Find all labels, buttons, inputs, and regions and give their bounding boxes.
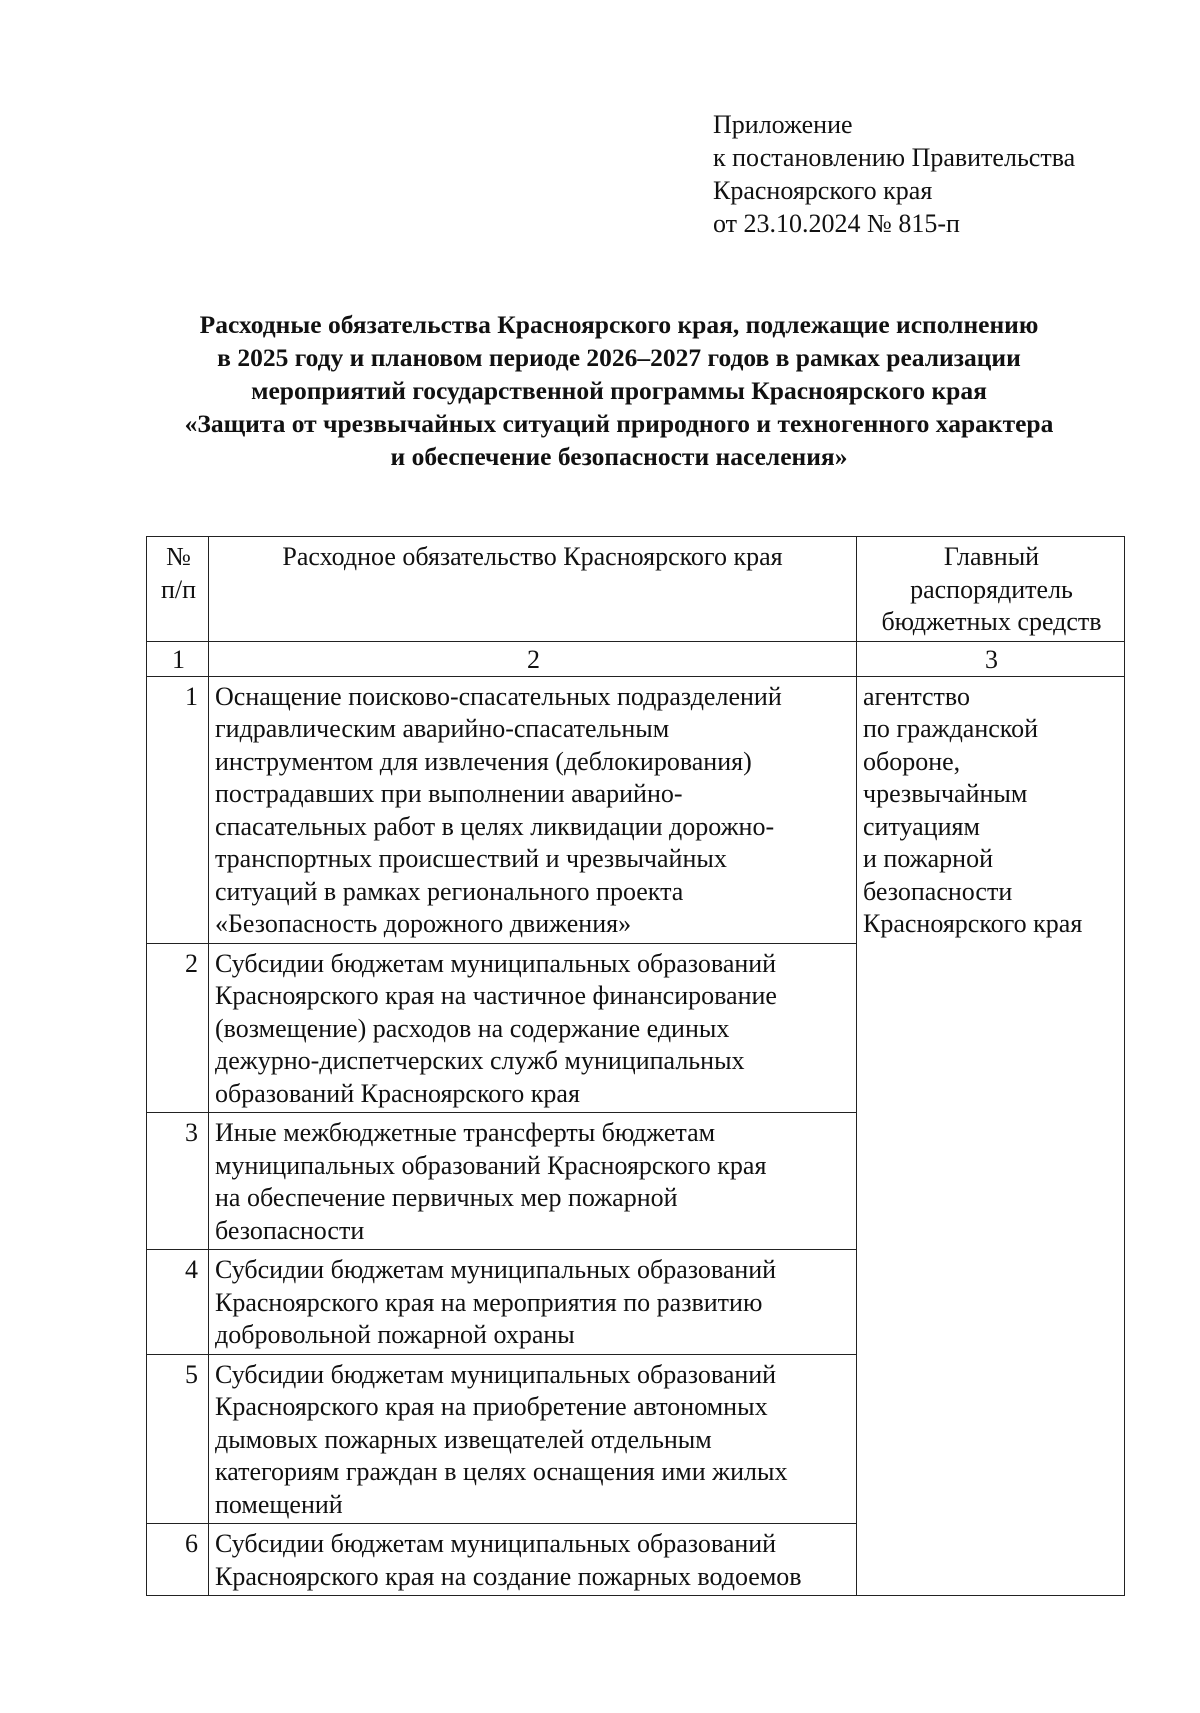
obligation-line: гидравлическим аварийно-спасательным — [215, 714, 670, 743]
title-line: «Защита от чрезвычайных ситуаций природного и техногенного характера — [184, 409, 1054, 438]
header-number-line: п/п — [160, 574, 197, 604]
obligation-line: Оснащение поисково-спасательных подразделений — [215, 681, 782, 711]
row-number: 6 — [147, 1524, 209, 1596]
header-manager-line: Главный — [943, 542, 1040, 571]
budget-manager-cell — [857, 676, 1125, 1596]
obligation-line: помещений — [215, 1489, 343, 1519]
obligation-text — [209, 943, 857, 1113]
column-index-row — [147, 641, 1125, 676]
row-number: 1 — [147, 676, 209, 943]
obligation-text — [209, 1354, 857, 1524]
title-line: мероприятий государственной программы Красноярского края — [251, 376, 987, 405]
row-number: 3 — [147, 1113, 209, 1250]
row-number: 2 — [147, 943, 209, 1113]
obligation-line: «Безопасность дорожного движения» — [215, 909, 632, 938]
agency-line: обороне, — [863, 746, 961, 776]
obligation-line: ситуаций в рамках регионального проекта — [215, 876, 684, 906]
agency-line: Красноярского края — [863, 909, 1083, 938]
agency-line: и пожарной — [863, 844, 994, 873]
obligation-line: дежурно-диспетчерских служб муниципальных — [215, 1046, 745, 1075]
header-manager-line: распорядитель — [910, 574, 1073, 604]
appendix-line: к постановлению Правительства — [713, 143, 1076, 172]
agency-line: агентство — [863, 681, 970, 711]
row-number: 4 — [147, 1250, 209, 1355]
obligation-line: безопасности — [215, 1215, 365, 1245]
obligation-line: образований Красноярского края — [215, 1078, 580, 1108]
obligation-line: муниципальных образований Красноярского края — [215, 1150, 767, 1180]
obligation-line: спасательных работ в целях ликвидации дорожно- — [215, 811, 775, 841]
agency-line: безопасности — [863, 876, 1013, 906]
obligation-line: пострадавших при выполнении аварийно- — [215, 779, 683, 808]
agency-line: чрезвычайным — [863, 779, 1028, 808]
obligation-line: Субсидии бюджетам муниципальных образований — [215, 948, 777, 978]
table-row — [147, 676, 1125, 943]
obligation-line: категориям граждан в целях оснащения ими жилых — [215, 1457, 788, 1486]
obligation-line: добровольной пожарной охраны — [215, 1320, 575, 1349]
title-line: Расходные обязательства Красноярского края, подлежащие исполнению — [199, 310, 1039, 339]
column-index-cell: 3 — [857, 641, 1125, 676]
obligation-line: Красноярского края на частичное финансирование — [215, 981, 777, 1010]
appendix-line: от 23.10.2024 № 815-п — [713, 209, 960, 238]
obligation-line: инструментом для извлечения (деблокирования) — [215, 746, 752, 776]
agency-line: ситуациям — [863, 811, 980, 841]
column-index-cell: 2 — [209, 641, 857, 676]
obligation-line: (возмещение) расходов на содержание единых — [215, 1013, 730, 1043]
obligation-line: транспортных происшествий и чрезвычайных — [215, 844, 727, 873]
header-obligation-cell: Расходное обязательство Красноярского края — [209, 537, 857, 642]
header-manager-cell — [857, 537, 1125, 642]
obligation-line: Красноярского края на мероприятия по развитию — [215, 1287, 763, 1317]
title-line: в 2025 году и плановом периоде 2026–2027 годов в рамках реализации — [217, 343, 1021, 372]
header-number-line: № — [166, 542, 191, 571]
obligation-text — [209, 1524, 857, 1596]
obligation-line: Субсидии бюджетам муниципальных образований — [215, 1255, 777, 1284]
obligation-line: Иные межбюджетные трансферты бюджетам — [215, 1118, 716, 1147]
appendix-line: Красноярского края — [713, 176, 933, 205]
obligation-line: Субсидии бюджетам муниципальных образований — [215, 1529, 777, 1558]
agency-line: по гражданской — [863, 714, 1039, 743]
obligation-line: Субсидии бюджетам муниципальных образований — [215, 1359, 777, 1389]
appendix-line: Приложение — [713, 110, 853, 139]
obligation-text — [209, 1250, 857, 1355]
document-title — [130, 308, 1108, 473]
obligation-text — [209, 676, 857, 943]
row-number: 5 — [147, 1354, 209, 1524]
table-header-row — [147, 537, 1125, 642]
column-index-cell: 1 — [147, 641, 209, 676]
title-line: и обеспечение безопасности населения» — [390, 442, 848, 471]
obligation-line: Красноярского края на приобретение автономных — [215, 1392, 768, 1421]
obligation-text — [209, 1113, 857, 1250]
header-number-cell — [147, 537, 209, 642]
obligation-line: на обеспечение первичных мер пожарной — [215, 1183, 678, 1212]
obligation-line: Красноярского края на создание пожарных водоемов — [215, 1561, 802, 1591]
appendix-block — [713, 108, 1075, 240]
header-manager-line: бюджетных средств — [881, 607, 1102, 636]
obligations-table — [146, 536, 1125, 1596]
obligation-line: дымовых пожарных извещателей отдельным — [215, 1424, 712, 1454]
